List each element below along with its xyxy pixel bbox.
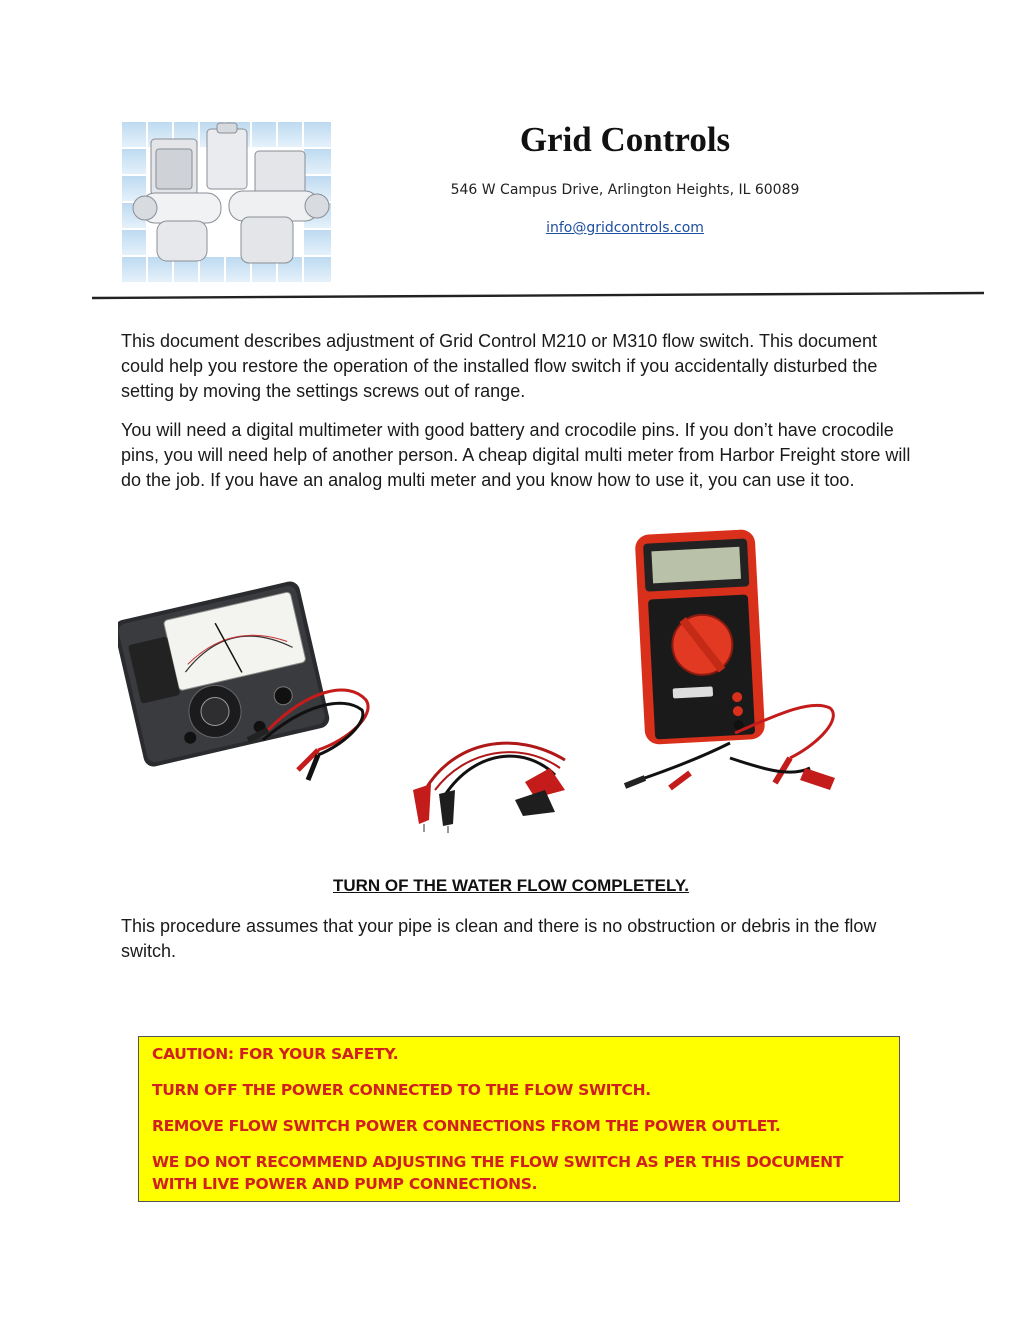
caution-line: WE DO NOT RECOMMEND ADJUSTING THE FLOW SWITCH AS PER THIS DOCUMENT WITH LIVE POWER AND PUMP CONNECTIONS. [152, 1153, 844, 1193]
procedure-note: This procedure assumes that your pipe is clean and there is no obstruction or debris in the flow switch. [121, 916, 877, 961]
analog-multimeter-image [118, 540, 378, 790]
caution-title: CAUTION: FOR YOUR SAFETY. [152, 1045, 399, 1063]
intro-paragraph-1: This document describes adjustment of Grid Control M210 or M310 flow switch. This document could help you restore the operation of the installed flow switch if you accidentally disturbed the setting by moving the settings screws out of range. [121, 331, 878, 401]
digital-multimeter-image [610, 528, 850, 818]
step-heading: TURN OF THE WATER FLOW COMPLETELY. [332, 876, 690, 895]
email-link[interactable]: info@gridcontrols.com [546, 220, 704, 236]
intro-paragraph-2: You will need a digital multimeter with good battery and crocodile pins. If you don’t have crocodile pins, you will need help of another person. A cheap digital multi meter from Harbor Freight store will do the job. If you have an analog multi meter and you know how to use it, you can use it too. [121, 420, 911, 490]
company-address: 546 W Campus Drive, Arlington Heights, IL 60089 [450, 182, 800, 198]
crocodile-clips-image [405, 720, 590, 835]
caution-line: TURN OFF THE POWER CONNECTED TO THE FLOW SWITCH. [152, 1081, 651, 1099]
company-name: Grid Controls [519, 120, 731, 159]
caution-line: REMOVE FLOW SWITCH POWER CONNECTIONS FROM THE POWER OUTLET. [152, 1117, 781, 1135]
caution-box [138, 1036, 900, 1202]
logo-image [121, 121, 332, 283]
header-divider [92, 286, 984, 300]
